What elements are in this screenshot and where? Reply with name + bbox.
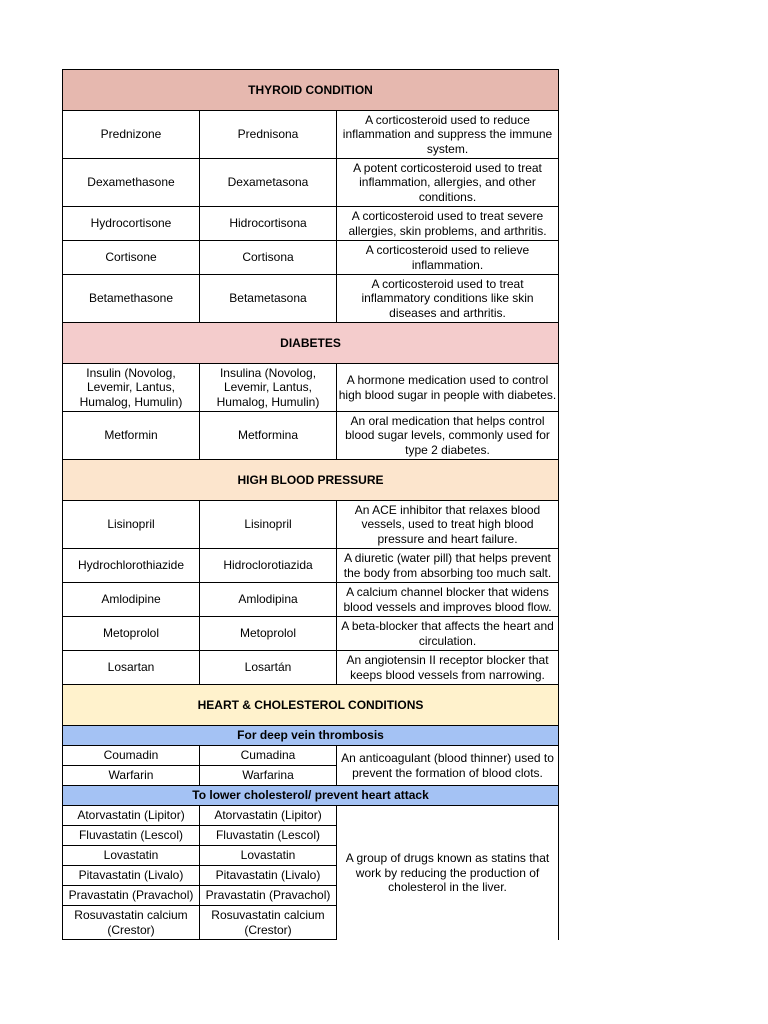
drug-name-es: Metformina [200, 412, 337, 460]
drug-description: An oral medication that helps control blood sugar levels, commonly used for type 2 diabetes. [337, 412, 559, 460]
drug-name-es: Lisinopril [200, 501, 337, 549]
drug-name-en: Lisinopril [63, 501, 200, 549]
drug-name-en: Fluvastatin (Lescol) [63, 826, 200, 846]
drug-name-es: Pravastatin (Pravachol) [200, 886, 337, 906]
subheader-lower-cholesterol: To lower cholesterol/ prevent heart attack [63, 786, 559, 806]
subheader-deep-vein-thrombosis: For deep vein thrombosis [63, 726, 559, 746]
drug-name-en: Cortisone [63, 241, 200, 275]
drug-name-en: Metformin [63, 412, 200, 460]
drug-description: A corticosteroid used to treat severe allergies, skin problems, and arthritis. [337, 207, 559, 241]
drug-name-es: Lovastatin [200, 846, 337, 866]
drug-name-en: Insulin (Novolog, Levemir, Lantus, Humalog, Humulin) [63, 364, 200, 412]
drug-name-en: Pitavastatin (Livalo) [63, 866, 200, 886]
medication-table [62, 69, 559, 940]
drug-description: A corticosteroid used to relieve inflammation. [337, 241, 559, 275]
drug-name-es: Dexametasona [200, 159, 337, 207]
drug-name-es: Fluvastatin (Lescol) [200, 826, 337, 846]
section-header-high-blood-pressure: HIGH BLOOD PRESSURE [63, 460, 559, 501]
drug-name-es: Cumadina [200, 746, 337, 766]
drug-name-es: Atorvastatin (Lipitor) [200, 806, 337, 826]
drug-name-en: Hydrocortisone [63, 207, 200, 241]
drug-name-en: Warfarin [63, 766, 200, 786]
drug-name-en: Atorvastatin (Lipitor) [63, 806, 200, 826]
drug-name-es: Betametasona [200, 275, 337, 323]
drug-name-en: Dexamethasone [63, 159, 200, 207]
drug-description: A corticosteroid used to reduce inflammation and suppress the immune system. [337, 111, 559, 159]
drug-description: A group of drugs known as statins that work by reducing the production of cholesterol in the liver. [337, 806, 559, 940]
drug-description: A hormone medication used to control high blood sugar in people with diabetes. [337, 364, 559, 412]
drug-name-en: Betamethasone [63, 275, 200, 323]
drug-name-es: Warfarina [200, 766, 337, 786]
section-header-diabetes: DIABETES [63, 323, 559, 364]
drug-name-es: Pitavastatin (Livalo) [200, 866, 337, 886]
drug-name-es: Losartán [200, 651, 337, 685]
drug-description: An anticoagulant (blood thinner) used to prevent the formation of blood clots. [337, 746, 559, 786]
drug-name-en: Hydrochlorothiazide [63, 549, 200, 583]
section-header-thyroid: THYROID CONDITION [63, 70, 559, 111]
drug-name-es: Rosuvastatin calcium (Crestor) [200, 906, 337, 940]
drug-name-en: Metoprolol [63, 617, 200, 651]
drug-name-es: Hidrocortisona [200, 207, 337, 241]
drug-name-en: Rosuvastatin calcium (Crestor) [63, 906, 200, 940]
drug-description: A diuretic (water pill) that helps prevent the body from absorbing too much salt. [337, 549, 559, 583]
drug-name-en: Pravastatin (Pravachol) [63, 886, 200, 906]
drug-description: An angiotensin II receptor blocker that keeps blood vessels from narrowing. [337, 651, 559, 685]
drug-name-en: Losartan [63, 651, 200, 685]
drug-description: A corticosteroid used to treat inflammatory conditions like skin diseases and arthritis. [337, 275, 559, 323]
section-header-heart-cholesterol: HEART & CHOLESTEROL CONDITIONS [63, 685, 559, 726]
drug-name-en: Coumadin [63, 746, 200, 766]
drug-name-es: Metoprolol [200, 617, 337, 651]
drug-name-es: Prednisona [200, 111, 337, 159]
drug-name-en: Lovastatin [63, 846, 200, 866]
drug-description: A beta-blocker that affects the heart and circulation. [337, 617, 559, 651]
drug-name-es: Amlodipina [200, 583, 337, 617]
drug-description: A potent corticosteroid used to treat inflammation, allergies, and other conditions. [337, 159, 559, 207]
drug-name-en: Prednizone [63, 111, 200, 159]
drug-description: An ACE inhibitor that relaxes blood vessels, used to treat high blood pressure and heart failure. [337, 501, 559, 549]
drug-name-es: Insulina (Novolog, Levemir, Lantus, Humalog, Humulin) [200, 364, 337, 412]
drug-name-es: Cortisona [200, 241, 337, 275]
drug-name-en: Amlodipine [63, 583, 200, 617]
drug-description: A calcium channel blocker that widens blood vessels and improves blood flow. [337, 583, 559, 617]
drug-name-es: Hidroclorotiazida [200, 549, 337, 583]
